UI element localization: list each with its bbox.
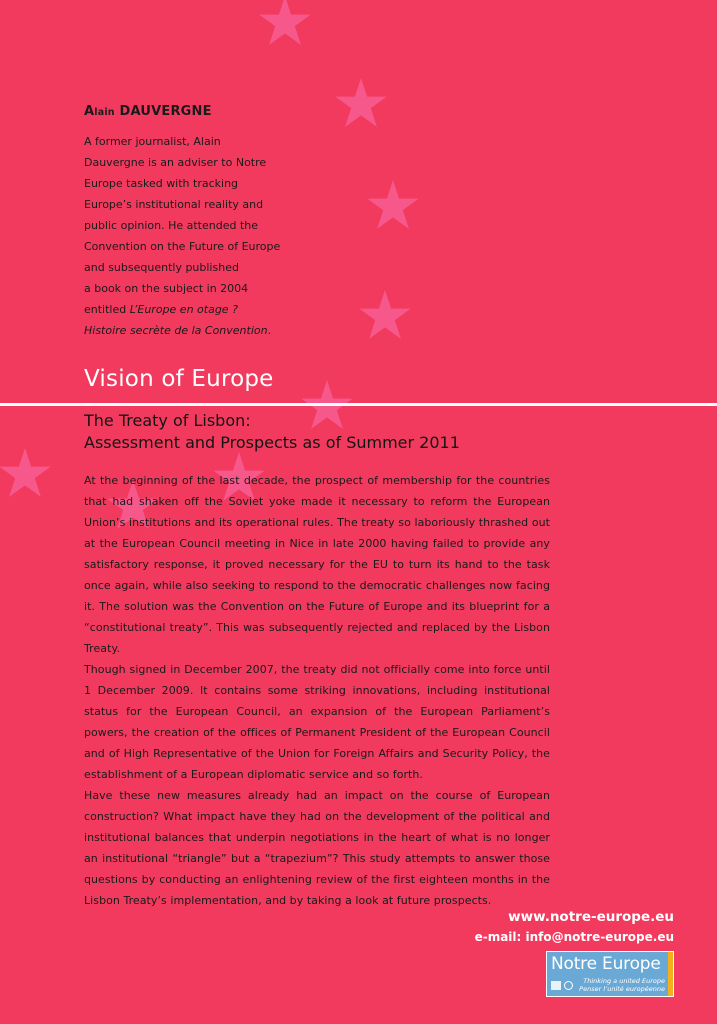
book-title: L’Europe en otage ? xyxy=(129,303,238,316)
book-title-continued: Histoire secrète de la Convention xyxy=(84,324,268,337)
author-block xyxy=(84,104,299,341)
logo-brand-text: Notre Europe xyxy=(551,954,661,974)
star-decoration-top xyxy=(258,0,312,50)
logo-tagline-en: Thinking a united Europe xyxy=(583,977,665,985)
notre-europe-logo xyxy=(546,951,674,997)
document-title-line-1: The Treaty of Lisbon: xyxy=(84,411,251,430)
logo-accent-stripe xyxy=(668,952,673,996)
star-decoration-1 xyxy=(334,78,388,132)
star-decoration-2 xyxy=(366,180,420,234)
email-link[interactable]: e-mail: info@notre-europe.eu xyxy=(474,930,674,944)
logo-tagline-fr: Penser l’unité européenne xyxy=(579,984,665,993)
author-name: Alain DAUVERGNE xyxy=(84,104,212,119)
logo-circle-icon xyxy=(564,981,573,990)
star-decoration-5 xyxy=(0,448,52,502)
logo-tagline xyxy=(551,978,665,993)
document-title-line-2: Assessment and Prospects as of Summer 2011 xyxy=(84,433,460,452)
website-link[interactable]: www.notre-europe.eu xyxy=(508,909,674,925)
logo-flag-icon xyxy=(551,981,561,990)
paragraph-2: Though signed in December 2007, the treaty did not officially come into force until 1 December 2009. It contains some striking innovations, including institutional status for the European Council, an expansion of the European Parliament’s powers, the creation of the offices of Permanent President of the European Council and of High Representative of the Union for Foreign Affairs and Security Policy, the establishment of a European diplomatic service and so forth. xyxy=(84,663,550,781)
summary-text xyxy=(84,470,550,911)
paragraph-3: Have these new measures already had an impact on the course of European construction? What impact have they had on the development of the political and institutional balances that underpin negotiations in the heart of what is no longer an institutional “triangle” but a “trapezium”? This study attempts to answer those questions by conducting an enlightening review of the first eighteen months in the Lisbon Treaty’s implementation, and by taking a look at future prospects. xyxy=(84,789,550,907)
document-title xyxy=(84,410,460,454)
series-title: Vision of Europe xyxy=(84,366,274,392)
star-decoration-3 xyxy=(358,290,412,344)
author-bio: A former journalist, Alain Dauvergne is an adviser to Notre Europe tasked with tracking Europe’s institutional reality and public opinion. He attended the Convention on the Future of Europe and subsequently published a book on the subject in 2004 entitled L’Europe en otage ? Histoire secrète de la Convention. xyxy=(84,135,281,337)
paragraph-1: At the beginning of the last decade, the prospect of membership for the countries that had shaken off the Soviet yoke made it necessary to reform the European Union’s institutions and its operational rules. The treaty so laboriously thrashed out at the European Council meeting in Nice in late 2000 having failed to provide any satisfactory response, it proved necessary for the EU to turn its hand to the task once again, while also seeking to respond to the democratic challenges now facing it. The solution was the Convention on the Future of Europe and its blueprint for a “constitutional treaty”. This was subsequently rejected and replaced by the Lisbon Treaty. xyxy=(84,474,550,655)
divider-rule xyxy=(0,403,717,406)
contact-block xyxy=(475,907,674,947)
